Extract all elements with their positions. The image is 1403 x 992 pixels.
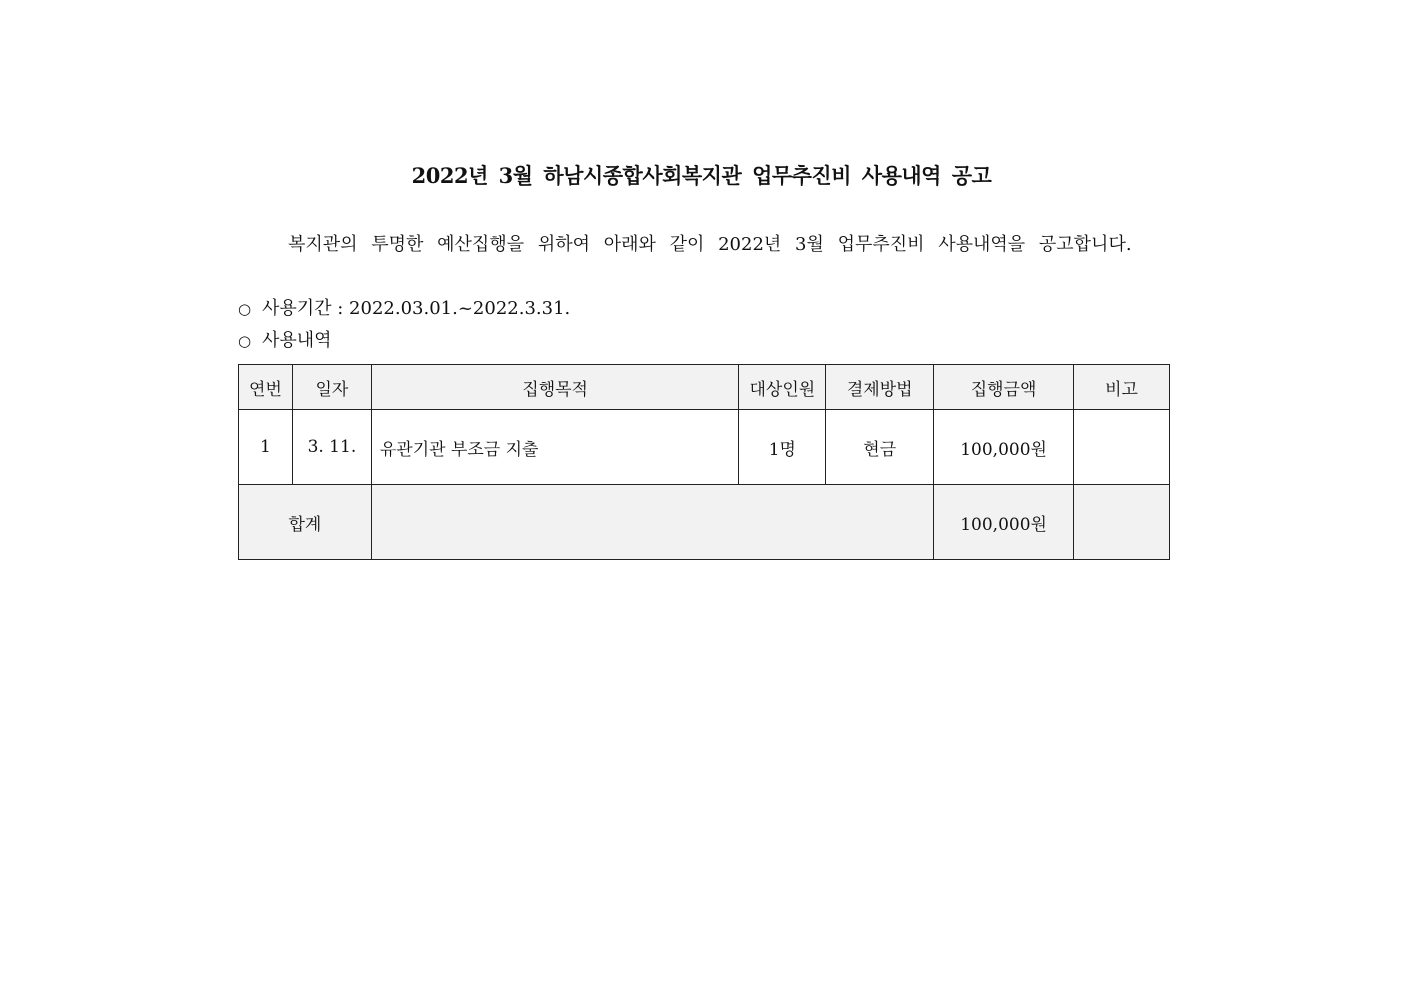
intro-paragraph: 복지관의 투명한 예산집행을 위하여 아래와 같이 2022년 3월 업무추진비 사용내역을 공고합니다. bbox=[288, 234, 1132, 255]
total-label: 합계 bbox=[239, 485, 372, 560]
table-total-row bbox=[239, 485, 1170, 560]
table-row bbox=[239, 410, 1170, 485]
usage-period-line bbox=[238, 294, 570, 320]
header-payment: 결제방법 bbox=[826, 365, 934, 410]
circle-bullet-icon: ○ bbox=[238, 300, 252, 318]
cell-no: 1 bbox=[239, 410, 293, 485]
circle-bullet-icon: ○ bbox=[238, 332, 252, 350]
usage-details-line bbox=[238, 326, 332, 352]
cell-people: 1명 bbox=[739, 410, 826, 485]
header-purpose: 집행목적 bbox=[371, 365, 739, 410]
header-amount: 집행금액 bbox=[934, 365, 1074, 410]
total-note bbox=[1074, 485, 1170, 560]
table-header-row bbox=[239, 365, 1170, 410]
header-no: 연번 bbox=[239, 365, 293, 410]
usage-details-text: 사용내역 bbox=[262, 330, 332, 351]
cell-date: 3. 11. bbox=[292, 410, 371, 485]
page-title: 2022년 3월 하남시종합사회복지관 업무추진비 사용내역 공고 bbox=[411, 163, 992, 188]
total-amount: 100,000원 bbox=[934, 485, 1074, 560]
cell-payment: 현금 bbox=[826, 410, 934, 485]
header-date: 일자 bbox=[292, 365, 371, 410]
cell-note bbox=[1074, 410, 1170, 485]
usage-period-text: 사용기간 : 2022.03.01.~2022.3.31. bbox=[262, 298, 571, 319]
header-note: 비고 bbox=[1074, 365, 1170, 410]
total-empty-cell bbox=[371, 485, 933, 560]
cell-purpose: 유관기관 부조금 지출 bbox=[371, 410, 739, 485]
usage-table bbox=[238, 364, 1170, 560]
cell-amount: 100,000원 bbox=[934, 410, 1074, 485]
header-people: 대상인원 bbox=[739, 365, 826, 410]
